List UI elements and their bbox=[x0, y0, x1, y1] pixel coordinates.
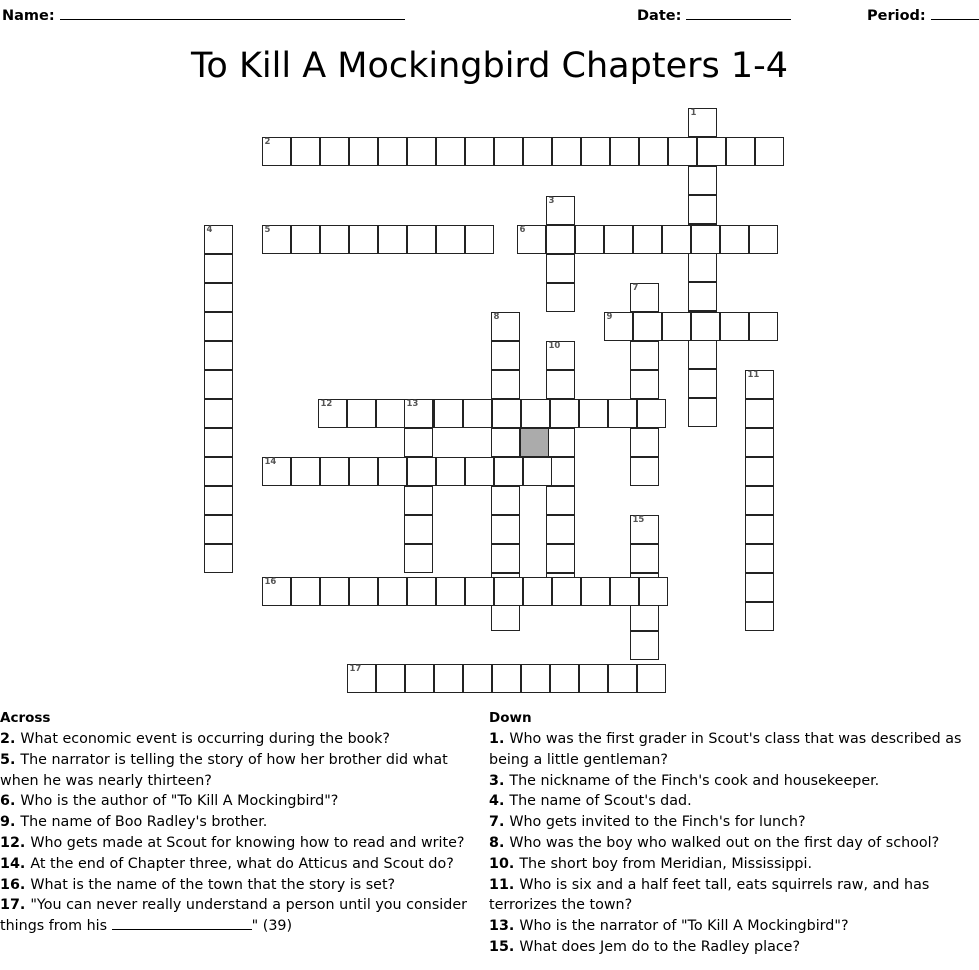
clue-number: 3. bbox=[489, 772, 510, 789]
down-clue-7 bbox=[489, 812, 979, 833]
clue-number: 11. bbox=[489, 876, 520, 893]
crossword-cell[interactable] bbox=[630, 341, 659, 370]
cell-number-15: 15 bbox=[632, 515, 645, 525]
crossword-cell[interactable] bbox=[691, 225, 720, 254]
crossword-cell[interactable] bbox=[463, 664, 492, 693]
crossword-cell[interactable] bbox=[262, 137, 291, 166]
cell-number-17: 17 bbox=[349, 664, 362, 674]
crossword-cell[interactable] bbox=[745, 457, 774, 486]
crossword-cell[interactable] bbox=[552, 577, 581, 606]
crossword-cell[interactable] bbox=[688, 398, 717, 427]
down-clue-8 bbox=[489, 833, 979, 854]
crossword-cell[interactable] bbox=[347, 399, 376, 428]
crossword-cell[interactable] bbox=[630, 428, 659, 457]
crossword-cell[interactable] bbox=[204, 428, 233, 457]
crossword-cell[interactable] bbox=[320, 225, 349, 254]
crossword-cell[interactable] bbox=[630, 457, 659, 486]
crossword-cell[interactable] bbox=[436, 577, 465, 606]
crossword-cell[interactable] bbox=[579, 664, 608, 693]
clue-text: "You can never really understand a person until you consider things from his bbox=[0, 897, 468, 935]
clue-text: Who was the first grader in Scout's class that was described as being a little gentleman? bbox=[489, 731, 962, 768]
clue-text: The narrator is telling the story of how her brother did what when he was nearly thirteen? bbox=[0, 751, 448, 789]
crossword-cell[interactable] bbox=[745, 602, 774, 631]
crossword-cell[interactable] bbox=[407, 137, 436, 166]
clue-text: Who gets made at Scout for knowing how to read and write? bbox=[30, 834, 465, 851]
cell-number-1: 1 bbox=[690, 108, 697, 118]
crossword-cell[interactable] bbox=[465, 457, 494, 486]
clue-number: 15. bbox=[489, 938, 520, 955]
crossword-cell[interactable] bbox=[688, 340, 717, 369]
crossword-cell[interactable] bbox=[630, 283, 659, 312]
clue-text: Who gets invited to the Finch's for lunch? bbox=[509, 814, 806, 831]
crossword-cell[interactable] bbox=[688, 166, 717, 195]
cell-number-3: 3 bbox=[548, 196, 555, 206]
crossword-cell[interactable] bbox=[349, 457, 378, 486]
down-clue-column bbox=[489, 709, 979, 958]
crossword-cell[interactable] bbox=[608, 399, 637, 428]
crossword-cell[interactable] bbox=[407, 457, 436, 486]
cell-number-7: 7 bbox=[632, 283, 639, 293]
down-heading: Down bbox=[489, 710, 532, 726]
across-clue-list bbox=[0, 729, 482, 937]
crossword-cell[interactable] bbox=[320, 577, 349, 606]
crossword-cell[interactable] bbox=[745, 486, 774, 515]
across-clue-17 bbox=[0, 895, 482, 937]
crossword-cell[interactable] bbox=[378, 577, 407, 606]
crossword-cell[interactable] bbox=[376, 664, 405, 693]
crossword-cell[interactable] bbox=[745, 428, 774, 457]
across-clue-6 bbox=[0, 791, 482, 812]
crossword-cell[interactable] bbox=[745, 515, 774, 544]
clue-number: 12. bbox=[0, 834, 31, 851]
crossword-cell[interactable] bbox=[546, 254, 575, 283]
crossword-cell[interactable] bbox=[204, 312, 233, 341]
clue-number: 9. bbox=[0, 814, 21, 831]
crossword-cell[interactable] bbox=[291, 225, 320, 254]
crossword-cell[interactable] bbox=[610, 137, 639, 166]
clue-text: The short boy from Meridian, Mississippi. bbox=[519, 855, 813, 872]
crossword-cell[interactable] bbox=[204, 254, 233, 283]
crossword-cell[interactable] bbox=[662, 225, 691, 254]
clue-number: 17. bbox=[0, 897, 31, 914]
crossword-cell[interactable] bbox=[745, 370, 774, 399]
crossword-cell[interactable] bbox=[697, 137, 726, 166]
crossword-cell[interactable] bbox=[204, 544, 233, 573]
crossword-cell[interactable] bbox=[404, 399, 433, 428]
crossword-cell[interactable] bbox=[404, 515, 433, 544]
crossword-cell[interactable] bbox=[608, 664, 637, 693]
clue-text: Who is the author of "To Kill A Mockingbird"? bbox=[20, 793, 339, 810]
crossword-cell[interactable] bbox=[581, 137, 610, 166]
crossword-cell[interactable] bbox=[575, 225, 604, 254]
crossword-cell[interactable] bbox=[546, 370, 575, 399]
clue-text: The name of Scout's dad. bbox=[509, 793, 692, 810]
crossword-cell[interactable] bbox=[463, 399, 492, 428]
clue-number: 5. bbox=[0, 751, 21, 768]
crossword-cell[interactable] bbox=[404, 544, 433, 573]
crossword-cell[interactable] bbox=[521, 399, 550, 428]
crossword-cell[interactable] bbox=[517, 225, 546, 254]
crossword-cell[interactable] bbox=[204, 341, 233, 370]
crossword-cell[interactable] bbox=[405, 664, 434, 693]
crossword-cell[interactable] bbox=[604, 312, 633, 341]
clue-text-tail: " (39) bbox=[251, 918, 293, 935]
crossword-cell[interactable] bbox=[546, 515, 575, 544]
clue-text: Who is six and a half feet tall, eats squirrels raw, and has terrorizes the town? bbox=[489, 876, 930, 914]
crossword-cell[interactable] bbox=[639, 137, 668, 166]
crossword-cell[interactable] bbox=[546, 486, 575, 515]
cell-number-14: 14 bbox=[264, 457, 277, 467]
crossword-cell[interactable] bbox=[407, 577, 436, 606]
crossword-cell[interactable] bbox=[720, 312, 749, 341]
crossword-cell[interactable] bbox=[465, 225, 494, 254]
across-clue-16 bbox=[0, 875, 482, 896]
crossword-cell-shaded[interactable] bbox=[520, 428, 549, 457]
crossword-cell[interactable] bbox=[546, 196, 575, 225]
crossword-cell[interactable] bbox=[434, 664, 463, 693]
crossword-cell[interactable] bbox=[523, 577, 552, 606]
crossword-cell[interactable] bbox=[491, 602, 520, 631]
crossword-cell[interactable] bbox=[349, 137, 378, 166]
cell-number-6: 6 bbox=[519, 225, 526, 235]
crossword-cell[interactable] bbox=[204, 486, 233, 515]
crossword-cell[interactable] bbox=[347, 664, 376, 693]
crossword-cell[interactable] bbox=[491, 341, 520, 370]
crossword-cell[interactable] bbox=[494, 137, 523, 166]
crossword-cell[interactable] bbox=[688, 253, 717, 282]
clue-number: 16. bbox=[0, 876, 31, 893]
cell-number-11: 11 bbox=[747, 370, 760, 380]
clue-number: 2. bbox=[0, 731, 21, 747]
crossword-cell[interactable] bbox=[378, 137, 407, 166]
clue-text: At the end of Chapter three, what do Atticus and Scout do? bbox=[30, 855, 454, 872]
crossword-cell[interactable] bbox=[668, 137, 697, 166]
crossword-cell[interactable] bbox=[639, 577, 668, 606]
clue-number: 14. bbox=[0, 855, 31, 872]
clue-text: Who is the narrator of "To Kill A Mockingbird"? bbox=[519, 918, 849, 935]
crossword-cell[interactable] bbox=[691, 312, 720, 341]
crossword-cell[interactable] bbox=[349, 577, 378, 606]
down-clue-13 bbox=[489, 916, 979, 937]
cell-number-13: 13 bbox=[406, 399, 419, 409]
clue-text: Who was the boy who walked out on the first day of school? bbox=[509, 834, 940, 851]
crossword-cell[interactable] bbox=[492, 399, 521, 428]
crossword-cell[interactable] bbox=[546, 428, 575, 457]
crossword-cell[interactable] bbox=[637, 664, 666, 693]
crossword-cell[interactable] bbox=[550, 399, 579, 428]
clue-text: The nickname of the Finch's cook and housekeeper. bbox=[509, 772, 880, 789]
crossword-cell[interactable] bbox=[262, 577, 291, 606]
crossword-cell[interactable] bbox=[491, 370, 520, 399]
crossword-cell[interactable] bbox=[491, 312, 520, 341]
crossword-cell[interactable] bbox=[436, 137, 465, 166]
clue-text: What is the name of the town that the story is set? bbox=[30, 876, 396, 893]
crossword-cell[interactable] bbox=[262, 457, 291, 486]
clue-text: What economic event is occurring during the book? bbox=[20, 731, 391, 747]
crossword-cell[interactable] bbox=[688, 369, 717, 398]
cell-number-2: 2 bbox=[264, 137, 271, 147]
crossword-cell[interactable] bbox=[204, 457, 233, 486]
cell-number-4: 4 bbox=[206, 225, 213, 235]
crossword-cell[interactable] bbox=[376, 399, 405, 428]
cell-number-10: 10 bbox=[548, 341, 561, 351]
across-clue-2 bbox=[0, 729, 482, 750]
crossword-cell[interactable] bbox=[688, 108, 717, 137]
crossword-cell[interactable] bbox=[546, 225, 575, 254]
crossword-cell[interactable] bbox=[320, 137, 349, 166]
crossword-cell[interactable] bbox=[755, 137, 784, 166]
clue-number: 1. bbox=[489, 731, 510, 747]
down-clue-3 bbox=[489, 771, 979, 792]
down-clue-11 bbox=[489, 875, 979, 917]
crossword-cell[interactable] bbox=[436, 457, 465, 486]
clue-number: 8. bbox=[489, 834, 510, 851]
clue-number: 10. bbox=[489, 855, 520, 872]
crossword-cell[interactable] bbox=[745, 544, 774, 573]
clue-blank-line[interactable] bbox=[112, 918, 252, 930]
crossword-cell[interactable] bbox=[749, 225, 778, 254]
crossword-cell[interactable] bbox=[688, 195, 717, 224]
crossword-cell[interactable] bbox=[630, 631, 659, 660]
across-clue-12 bbox=[0, 833, 482, 854]
clue-text: What does Jem do to the Radley place? bbox=[519, 938, 801, 955]
across-clue-14 bbox=[0, 854, 482, 875]
crossword-cell[interactable] bbox=[494, 577, 523, 606]
crossword-cell[interactable] bbox=[745, 573, 774, 602]
crossword-cell[interactable] bbox=[204, 399, 233, 428]
crossword-cell[interactable] bbox=[550, 664, 579, 693]
crossword-cell[interactable] bbox=[262, 225, 291, 254]
crossword-cell[interactable] bbox=[318, 399, 347, 428]
crossword-cell[interactable] bbox=[349, 225, 378, 254]
cell-number-16: 16 bbox=[264, 577, 277, 587]
down-clue-10 bbox=[489, 854, 979, 875]
crossword-cell[interactable] bbox=[491, 544, 520, 573]
crossword-cell[interactable] bbox=[407, 225, 436, 254]
crossword-cell[interactable] bbox=[630, 515, 659, 544]
across-clue-5 bbox=[0, 750, 482, 792]
crossword-cell[interactable] bbox=[291, 457, 320, 486]
crossword-cell[interactable] bbox=[491, 515, 520, 544]
crossword-cell[interactable] bbox=[523, 137, 552, 166]
clue-text: The name of Boo Radley's brother. bbox=[20, 814, 268, 831]
cell-number-8: 8 bbox=[493, 312, 500, 322]
crossword-cell[interactable] bbox=[604, 225, 633, 254]
crossword-cell[interactable] bbox=[662, 312, 691, 341]
page-title: To Kill A Mockingbird Chapters 1-4 bbox=[190, 46, 789, 86]
down-clue-4 bbox=[489, 791, 979, 812]
across-heading: Across bbox=[0, 710, 51, 726]
crossword-cell[interactable] bbox=[630, 602, 659, 631]
crossword-cell[interactable] bbox=[610, 577, 639, 606]
down-clue-15 bbox=[489, 937, 979, 958]
crossword-cell[interactable] bbox=[434, 399, 463, 428]
cell-number-5: 5 bbox=[264, 225, 271, 235]
crossword-cell[interactable] bbox=[204, 370, 233, 399]
cell-number-12: 12 bbox=[320, 399, 333, 409]
name-label: Name: bbox=[2, 8, 55, 24]
crossword-cell[interactable] bbox=[720, 225, 749, 254]
crossword-cell[interactable] bbox=[492, 664, 521, 693]
crossword-cell[interactable] bbox=[552, 137, 581, 166]
clue-section bbox=[0, 709, 979, 970]
clue-number: 7. bbox=[489, 814, 510, 831]
crossword-cell[interactable] bbox=[204, 225, 233, 254]
crossword-cell[interactable] bbox=[633, 225, 662, 254]
crossword-cell[interactable] bbox=[378, 225, 407, 254]
crossword-cell[interactable] bbox=[465, 137, 494, 166]
crossword-cell[interactable] bbox=[436, 225, 465, 254]
crossword-cell[interactable] bbox=[204, 283, 233, 312]
crossword-cell[interactable] bbox=[378, 457, 407, 486]
down-clue-1 bbox=[489, 729, 979, 771]
across-clue-column bbox=[0, 709, 482, 937]
date-label: Date: bbox=[637, 8, 682, 24]
crossword-cell[interactable] bbox=[523, 457, 552, 486]
crossword-cell[interactable] bbox=[491, 486, 520, 515]
clue-number: 13. bbox=[489, 918, 520, 935]
crossword-cell[interactable] bbox=[494, 457, 523, 486]
crossword-cell[interactable] bbox=[465, 577, 494, 606]
period-label: Period: bbox=[867, 8, 926, 24]
crossword-cell[interactable] bbox=[404, 428, 433, 457]
clue-number: 4. bbox=[489, 793, 510, 810]
crossword-cell[interactable] bbox=[320, 457, 349, 486]
crossword-cell[interactable] bbox=[546, 341, 575, 370]
crossword-cell[interactable] bbox=[581, 577, 610, 606]
crossword-cell[interactable] bbox=[291, 577, 320, 606]
crossword-cell[interactable] bbox=[749, 312, 778, 341]
crossword-cell[interactable] bbox=[637, 399, 666, 428]
crossword-cell[interactable] bbox=[630, 544, 659, 573]
crossword-cell[interactable] bbox=[546, 544, 575, 573]
crossword-cell[interactable] bbox=[546, 283, 575, 312]
across-clue-9 bbox=[0, 812, 482, 833]
down-clue-list bbox=[489, 729, 979, 958]
crossword-cell[interactable] bbox=[633, 312, 662, 341]
crossword-cell[interactable] bbox=[745, 399, 774, 428]
crossword-cell[interactable] bbox=[291, 137, 320, 166]
crossword-cell[interactable] bbox=[726, 137, 755, 166]
cell-number-9: 9 bbox=[606, 312, 613, 322]
crossword-cell[interactable] bbox=[630, 370, 659, 399]
crossword-cell[interactable] bbox=[404, 486, 433, 515]
crossword-cell[interactable] bbox=[521, 664, 550, 693]
crossword-cell[interactable] bbox=[579, 399, 608, 428]
crossword-cell[interactable] bbox=[204, 515, 233, 544]
clue-number: 6. bbox=[0, 793, 21, 810]
crossword-cell[interactable] bbox=[688, 282, 717, 311]
crossword-cell[interactable] bbox=[491, 428, 520, 457]
